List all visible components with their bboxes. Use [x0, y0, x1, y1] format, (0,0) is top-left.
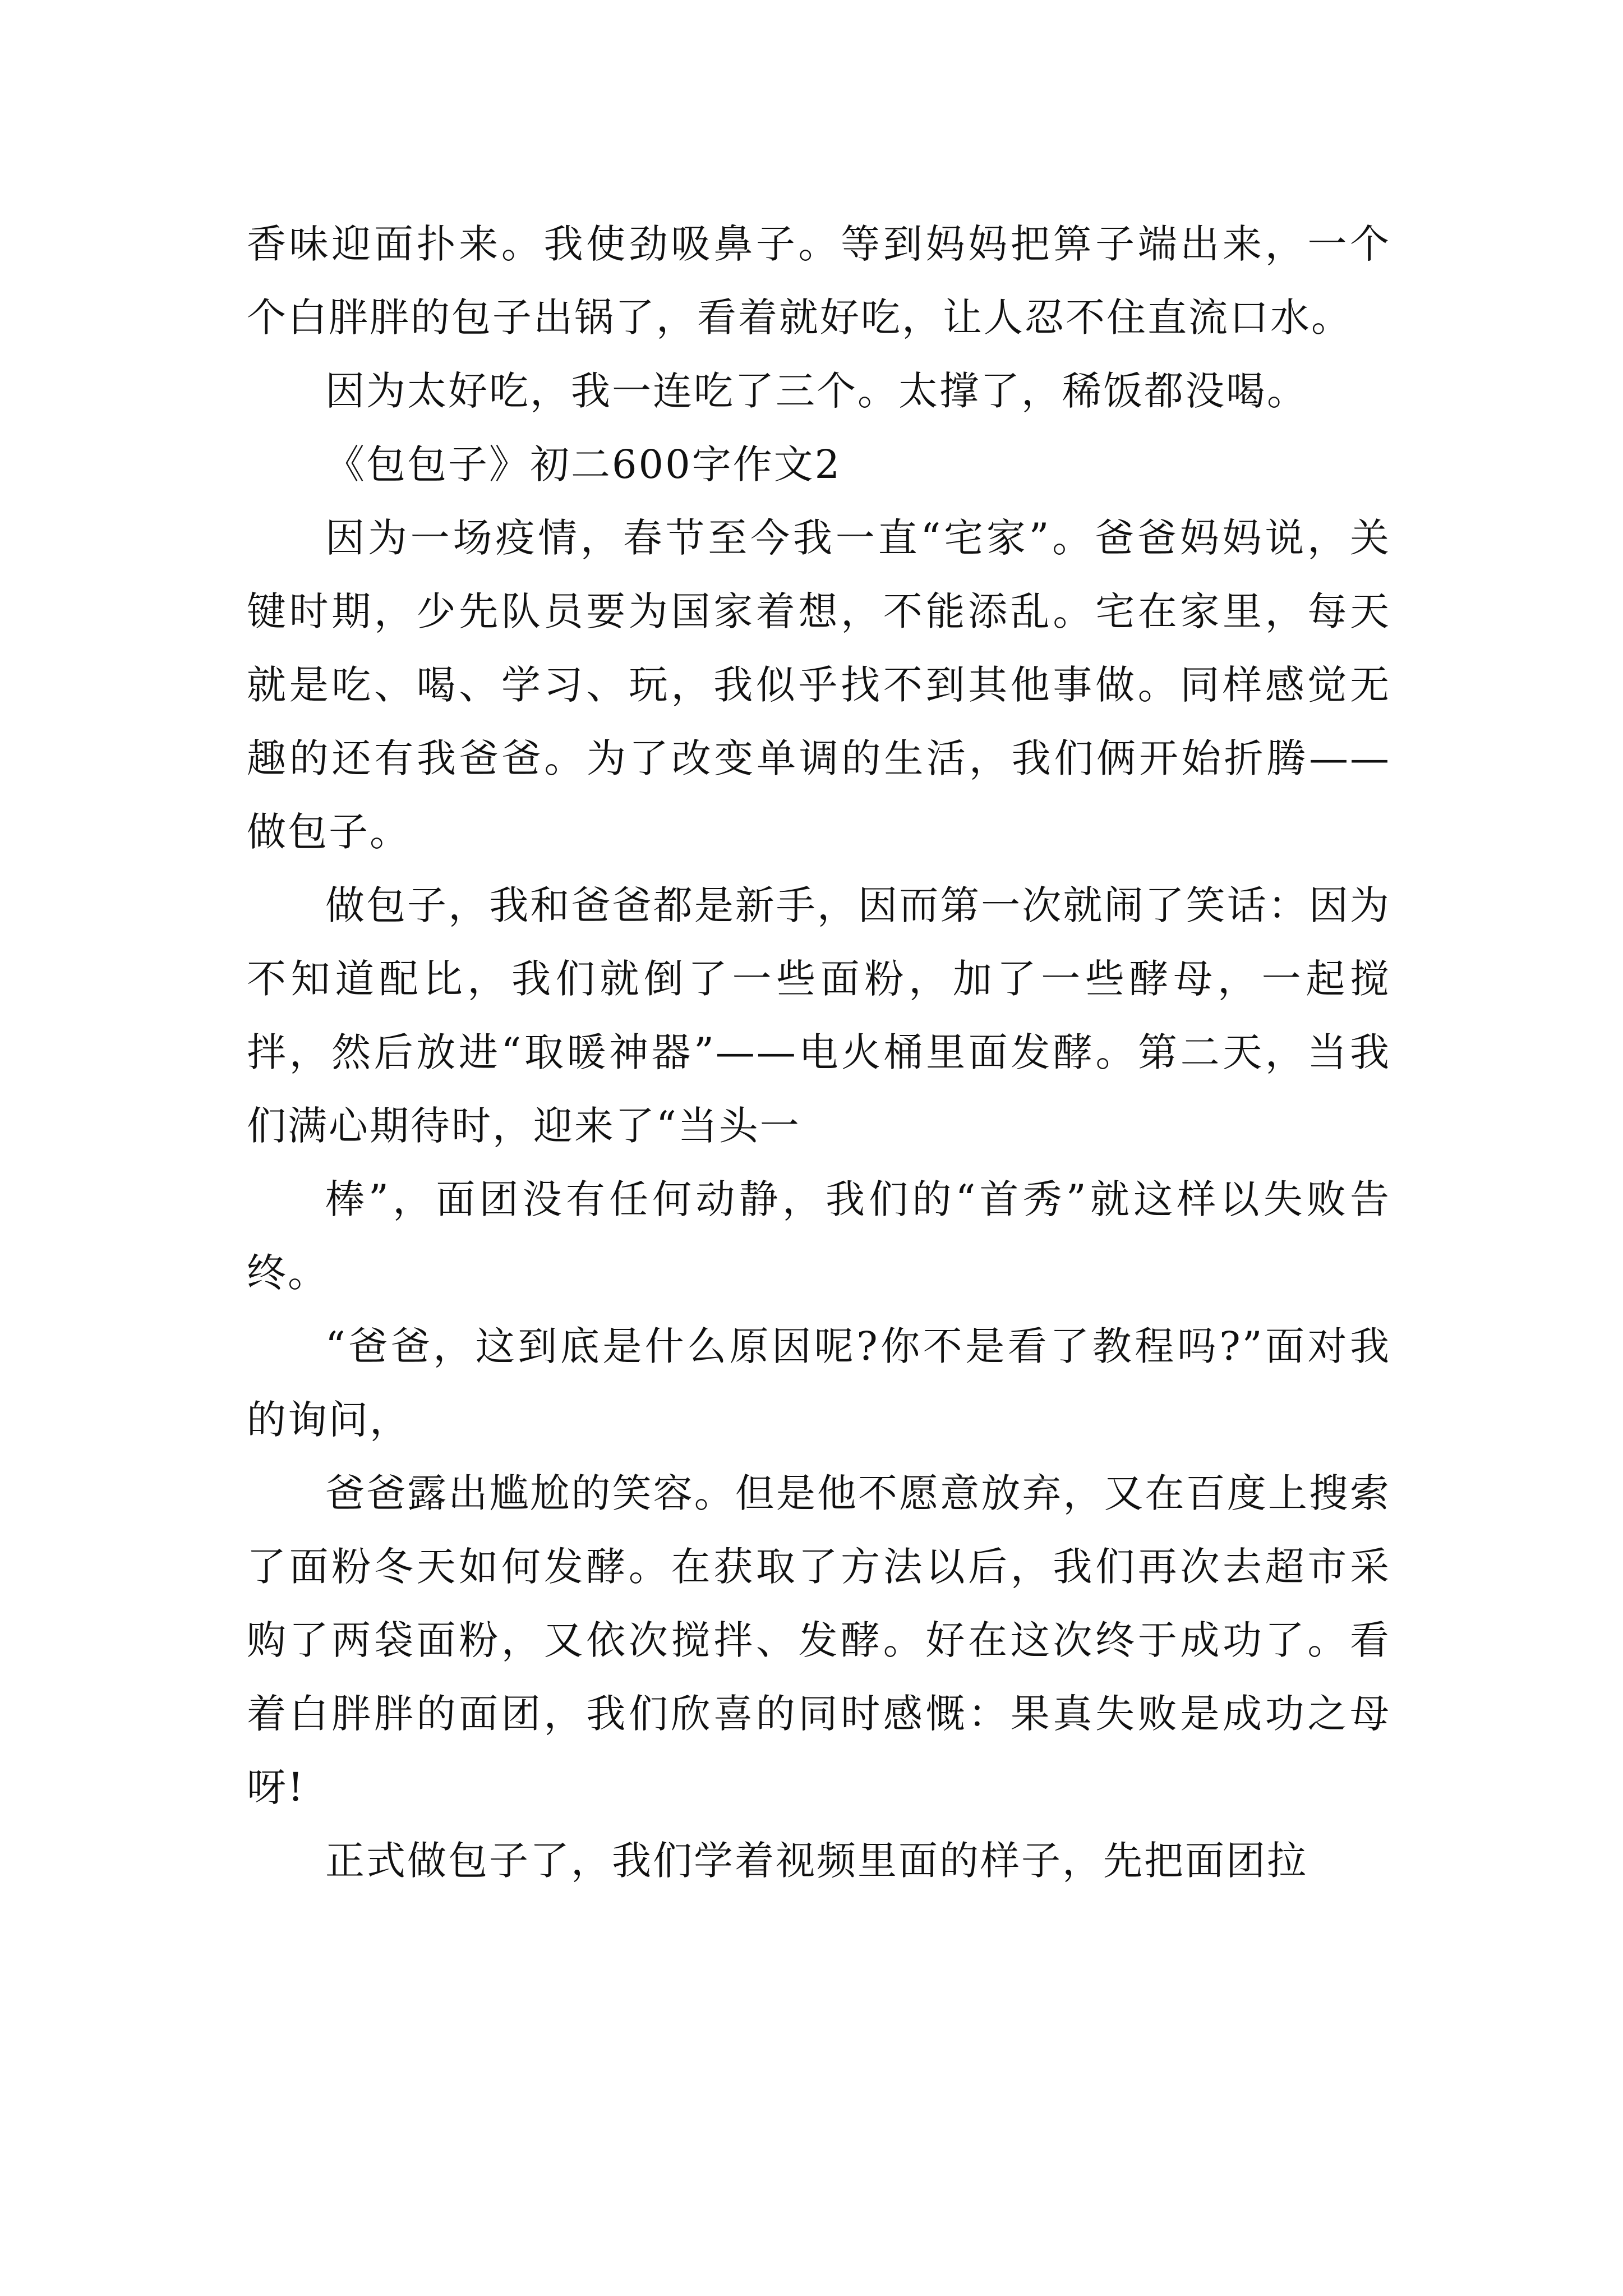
essay-title: 《包包子》初二600字作文2: [325, 441, 842, 487]
paragraph: 因为一场疫情，春节至今我一直“宅家”。爸爸妈妈说，关键时期，少先队员要为国家着想，不能添乱。宅在家里，每天就是吃、喝、学习、玩，我似乎找不到其他事做。同样感觉无趣的还有我爸爸。为了改变单调的生活，我们俩开始折腾——做包子。: [247, 515, 1391, 855]
paragraph: 做包子，我和爸爸都是新手，因而第一次就闹了笑话：因为不知道配比，我们就倒了一些面粉，加了一些酵母，一起搅拌，然后放进“取暖神器”——电火桶里面发酵。第二天，当我们满心期待时，迎来了“当头一: [247, 882, 1391, 1149]
document-body: [247, 208, 1391, 1898]
paragraph: “爸爸，这到底是什么原因呢?你不是看了教程吗?”面对我的询问，: [247, 1323, 1391, 1443]
paragraph: 香味迎面扑来。我使劲吸鼻子。等到妈妈把箅子端出来，一个个白胖胖的包子出锅了，看着就好吃，让人忍不住直流口水。: [247, 221, 1391, 341]
paragraph: 棒”，面团没有任何动静，我们的“首秀”就这样以失败告终。: [247, 1176, 1391, 1296]
paragraph: 爸爸露出尴尬的笑容。但是他不愿意放弃，又在百度上搜索了面粉冬天如何发酵。在获取了方法以后，我们再次去超市采购了两袋面粉，又依次搅拌、发酵。好在这次终于成功了。看着白胖胖的面团，我们欣喜的同时感慨：果真失败是成功之母呀!: [247, 1470, 1391, 1810]
paragraph: 正式做包子了，我们学着视频里面的样子，先把面团拉: [325, 1838, 1308, 1884]
paragraph: 因为太好吃，我一连吃了三个。太撑了，稀饭都没喝。: [325, 368, 1308, 414]
